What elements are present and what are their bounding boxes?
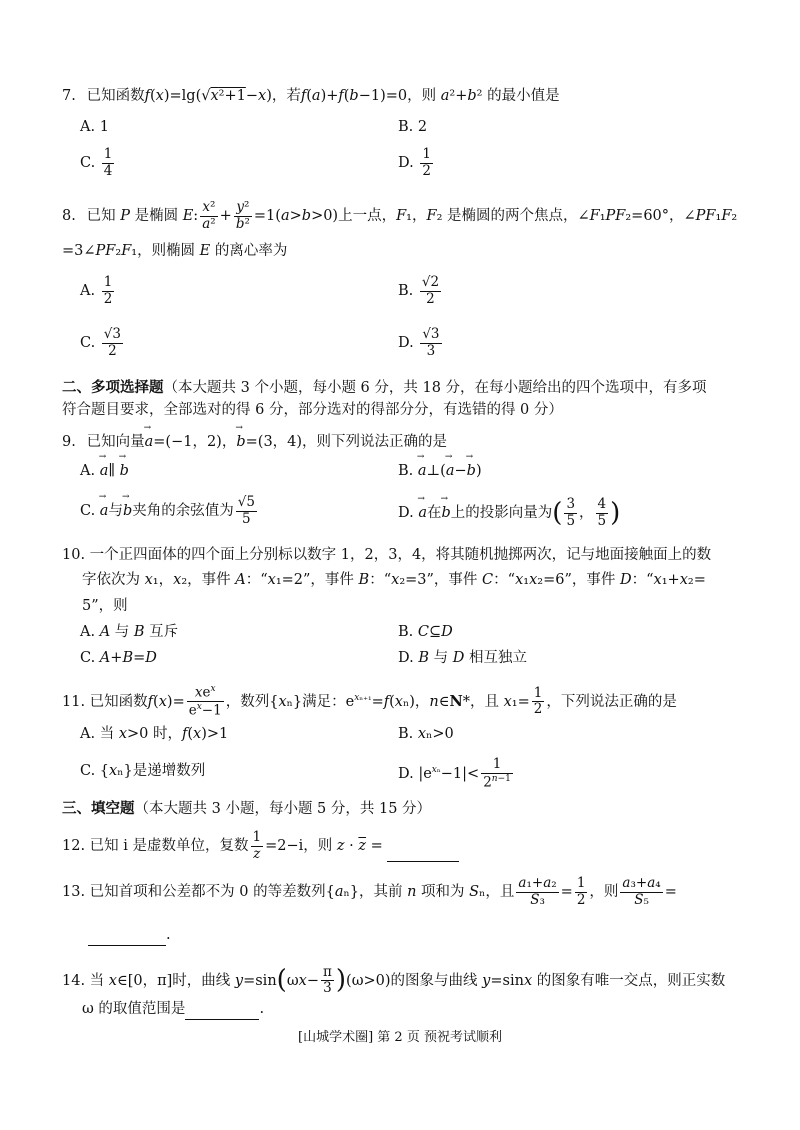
fraction: $\frac{1}{2}$ — [422, 146, 431, 179]
question-stem-line-2: ω 的取值范围是 . — [82, 999, 760, 1020]
option-a[interactable]: A. A 与 B 互斥 — [80, 624, 179, 640]
question-stem: 已知 P 是椭圆 E: $\frac{\text{x²}}{\text{a²}}$ + $\frac{\text{y²}}{\text{b²}}$ =1(a>b>0)上一点，F₁，F₂ 是椭圆的两个焦点，∠F₁PF₂=60°，∠PF₁F₂ — [86, 199, 738, 232]
question-stem: 已知向量→ a=(−1，2)，→ b=(3，4)，则下列说法正确的是 — [87, 434, 447, 450]
option-a[interactable]: A. 1 — [80, 119, 109, 135]
section-title: 三、填空题 — [62, 800, 135, 817]
question-stem: 一个正四面体的四个面上分别标以数字 1，2，3，4，将其随机抛掷两次，记与地面接触面上的数 — [89, 547, 712, 563]
question-9 — [62, 432, 760, 453]
question-number: 12. — [62, 838, 86, 855]
option-c[interactable]: C. A+B=D — [80, 650, 157, 666]
question-number: 14. — [62, 972, 86, 989]
question-stem-line-2: 字依次为 x₁，x₂，事件 A：“x₁=2”，事件 B：“x₂=3”，事件 C：“x₁x₂=6”，事件 D：“x₁+x₂= — [82, 572, 706, 588]
option-c[interactable]: C. $\frac{√3}{2}$ — [80, 326, 121, 359]
option-a[interactable]: A. $\frac{1}{2}$ — [80, 274, 113, 307]
question-number: 10. — [62, 547, 86, 563]
question-12 — [62, 830, 760, 862]
option-d[interactable]: D. B 与 D 相互独立 — [398, 650, 527, 666]
question-10 — [62, 545, 760, 566]
option-c[interactable]: C. $\frac{1}{4}$ — [80, 146, 113, 179]
answer-blank[interactable] — [185, 1003, 259, 1020]
question-stem: 已知首项和公差都不为 0 的等差数列{aₙ}，其前 n 项和为 Sₙ，且 $\frac{\text{a₁+a₂}}{\text{S₃}}$ = $\frac{1}{2}$ ，则 $\frac{\text{a₃+a₄}}{\text{S₅}}$ = — [89, 875, 677, 908]
option-c[interactable]: C. {xₙ}是递增数列 — [80, 763, 206, 779]
section-description: （本大题共 3 小题，每小题 5 分，共 15 分） — [134, 801, 432, 817]
option-d[interactable]: D. $\frac{√3}{3}$ — [398, 326, 440, 359]
option-c[interactable]: C. → a与→ b夹角的余弦值为 $\frac{√5}{5}$ — [80, 495, 259, 527]
option-b[interactable]: B. 2 — [398, 119, 428, 135]
question-number: 13. — [62, 884, 86, 901]
question-number: 7. — [62, 88, 76, 104]
question-11 — [62, 684, 760, 719]
section-heading-fill-in — [62, 798, 760, 820]
page-footer: [山城学术圈] 第 2 页 预祝考试顺利 — [298, 1030, 502, 1045]
option-b[interactable]: B. $\frac{√2}{2}$ — [398, 274, 440, 307]
option-b[interactable]: B. → a⊥(→ a−→ b) — [398, 461, 482, 481]
option-d[interactable]: D. $\frac{1}{2}$ — [398, 146, 431, 179]
fraction: $\frac{1}{4}$ — [103, 146, 113, 179]
section-description-line-2: 符合题目要求，全部选对的得 6 分，部分选对的得部分分，有选错的得 0 分） — [62, 402, 563, 419]
question-13 — [62, 876, 760, 908]
option-d[interactable]: D. → a在→ b上的投影向量为( $\frac{3}{5}$ ， $\frac{4}{5}$ ) — [398, 495, 620, 531]
section-heading-multiple-choice — [62, 377, 760, 422]
answer-blank[interactable] — [88, 929, 166, 946]
question-8 — [62, 200, 760, 232]
question-stem: 已知 i 是虚数单位，复数 $\frac{1}{z}$ =2−i，则 $z \cdot \overline{z}$ = — [89, 829, 383, 862]
section-title: 二、多项选择题 — [62, 379, 164, 396]
question-stem: 已知函数f(x)= $\frac{xe^x}{e^x-1}$ ，数列{xₙ}满足：$e^{x_{n+1}}=f(x_n)$，n∈N*，且 x₁= $\frac{1}{2}$ ，下列说法正确的是 — [89, 684, 677, 719]
option-a[interactable]: A. 当 x>0 时，f(x)>1 — [80, 726, 229, 742]
option-b[interactable]: B. xₙ>0 — [398, 726, 454, 742]
question-stem: 已知函数f(x)=lg(√x²+1−x)，若f(a)+f(b−1)=0，则 a²+b² 的最小值是 — [86, 88, 560, 104]
answer-line: . — [88, 925, 760, 946]
question-number: 9. — [62, 434, 76, 450]
question-stem-line-2: =3∠PF₂F₁，则椭圆 E 的离心率为 — [62, 243, 288, 259]
question-stem-line-3: 5”，则 — [82, 598, 128, 614]
question-number: 11. — [62, 693, 86, 710]
option-b[interactable]: B. C⊆D — [398, 624, 453, 640]
question-14 — [62, 962, 760, 1000]
question-number: 8. — [62, 208, 76, 225]
option-d[interactable]: D. $|e^{x_n}-1|<$ $\frac{1}{2^{n-1}}$ — [398, 756, 511, 791]
question-stem: 当 x∈[0，π]时，曲线 y=sin(ωx− $\frac{\pi}{3}$ )(ω>0)的图象与曲线 y=sinx 的图象有唯一交点，则正实数 — [89, 963, 726, 997]
option-a[interactable]: A. → a∥ → b — [80, 461, 129, 481]
question-7 — [62, 86, 760, 107]
answer-blank[interactable] — [387, 845, 459, 862]
section-description: （本大题共 3 个小题，每小题 6 分，共 18 分，在每小题给出的四个选项中，有多项 — [163, 380, 707, 396]
